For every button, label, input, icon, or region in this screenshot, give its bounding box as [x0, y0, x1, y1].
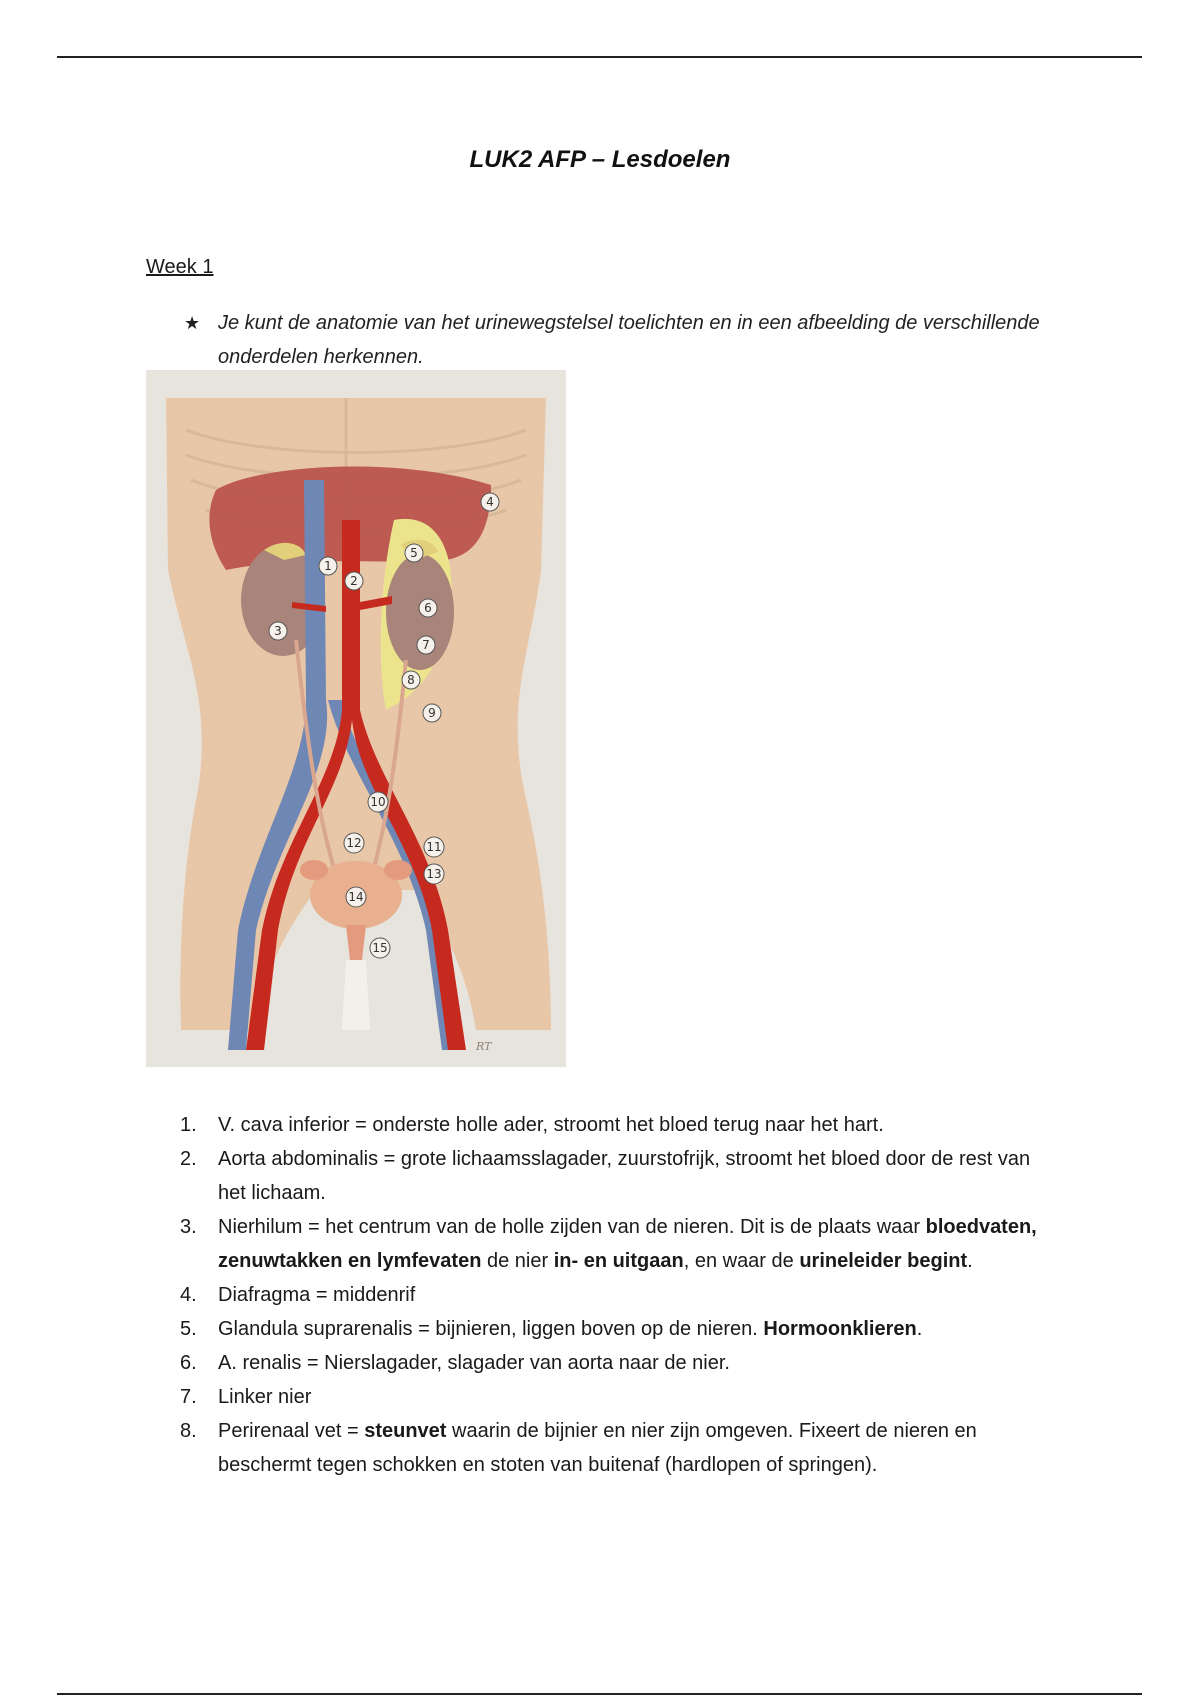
list-item-text: .: [916, 1318, 923, 1340]
svg-text:7: 7: [422, 638, 430, 652]
list-item-text: Perirenaal vet =: [218, 1420, 365, 1442]
list-item-number: 3.: [180, 1216, 197, 1238]
figure-label: [368, 792, 388, 812]
list-item-text: Nierhilum = het centrum van de holle zijden van de nieren. Dit is de plaats waar: [218, 1216, 926, 1238]
list-item-text: , en waar de: [683, 1250, 800, 1272]
anatomy-figure: [146, 370, 566, 1067]
svg-text:1: 1: [324, 559, 332, 573]
svg-text:3: 3: [274, 624, 282, 638]
list-item-number: 4.: [180, 1284, 197, 1306]
svg-text:8: 8: [407, 673, 415, 687]
svg-text:10: 10: [370, 795, 386, 809]
svg-text:6: 6: [424, 601, 432, 615]
list-item: [180, 1414, 1060, 1482]
learning-goal-text: Je kunt de anatomie van het urinewegstelsel toelichten en in een afbeelding de verschillende onderdelen herkennen.: [218, 312, 1040, 368]
page-title: LUK2 AFP – Lesdoelen: [469, 146, 731, 173]
figure-label: [345, 572, 363, 590]
svg-text:2: 2: [350, 574, 358, 588]
artist-mark: RT: [476, 1040, 492, 1053]
list-item-text: Aorta abdominalis = grote lichaamsslagader, zuurstofrijk, stroomt het bloed door de rest van het lichaam.: [218, 1148, 1031, 1204]
list-item: [180, 1142, 1060, 1210]
figure-label: [424, 864, 444, 884]
list-item-emphasis: steunvet: [364, 1420, 447, 1442]
figure-label: [344, 833, 364, 853]
list-item: [180, 1380, 1060, 1414]
list-item-text: Diafragma = middenrif: [218, 1284, 416, 1306]
list-item: [180, 1278, 1060, 1312]
list-item-number: 7.: [180, 1386, 197, 1408]
figure-label: [481, 493, 499, 511]
svg-text:4: 4: [486, 495, 494, 509]
list-item-text: Glandula suprarenalis = bijnieren, liggen boven op de nieren.: [218, 1318, 764, 1340]
svg-text:15: 15: [372, 941, 388, 955]
figure-label: [346, 887, 366, 907]
learning-goal: [184, 306, 1054, 374]
list-item-emphasis: in- en uitgaan: [553, 1250, 684, 1272]
top-rule: [57, 56, 1142, 58]
list-item-text: V. cava inferior = onderste holle ader, stroomt het bloed terug naar het hart.: [218, 1114, 884, 1136]
svg-text:14: 14: [348, 890, 364, 904]
list-item-number: 1.: [180, 1114, 197, 1136]
list-item-number: 5.: [180, 1318, 197, 1340]
figure-label: [417, 636, 435, 654]
figure-label: [370, 938, 390, 958]
figure-label: [405, 544, 423, 562]
svg-text:5: 5: [410, 546, 418, 560]
list-item-text: waarin de bijnier en nier zijn omgeven. Fixeert de nieren en beschermt tegen schokken en stoten van buitenaf (hardlopen of springen).: [218, 1420, 977, 1476]
list-item-number: 2.: [180, 1148, 197, 1170]
list-item: [180, 1210, 1060, 1278]
svg-text:9: 9: [428, 706, 436, 720]
svg-text:11: 11: [426, 840, 442, 854]
list-item: [180, 1346, 1060, 1380]
list-item-number: 6.: [180, 1352, 197, 1374]
numbered-list: [180, 1108, 1060, 1482]
list-item-emphasis: bloedvaten, zenuwtakken en lymfevaten: [218, 1216, 1037, 1272]
list-item-text: Linker nier: [218, 1386, 312, 1408]
figure-label: [424, 837, 444, 857]
figure-label: [402, 671, 420, 689]
figure-label: [419, 599, 437, 617]
list-item-text: A. renalis = Nierslagader, slagader van aorta naar de nier.: [218, 1352, 730, 1374]
list-item-text: de nier: [481, 1250, 554, 1272]
list-item-number: 8.: [180, 1420, 197, 1442]
figure-label: [319, 557, 337, 575]
bottom-rule: [57, 1693, 1142, 1695]
list-item-emphasis: urineleider begint: [799, 1250, 968, 1272]
figure-label: [423, 704, 441, 722]
figure-label: [269, 622, 287, 640]
svg-text:13: 13: [426, 867, 442, 881]
svg-text:12: 12: [346, 836, 362, 850]
week-heading: Week 1: [146, 256, 214, 278]
list-item: [180, 1312, 1060, 1346]
list-item-text: .: [967, 1250, 973, 1272]
star-icon: ★: [184, 313, 201, 333]
list-item-emphasis: Hormoonklieren: [763, 1318, 917, 1340]
urinary-system-illustration: [146, 370, 566, 1067]
list-item: [180, 1108, 1060, 1142]
